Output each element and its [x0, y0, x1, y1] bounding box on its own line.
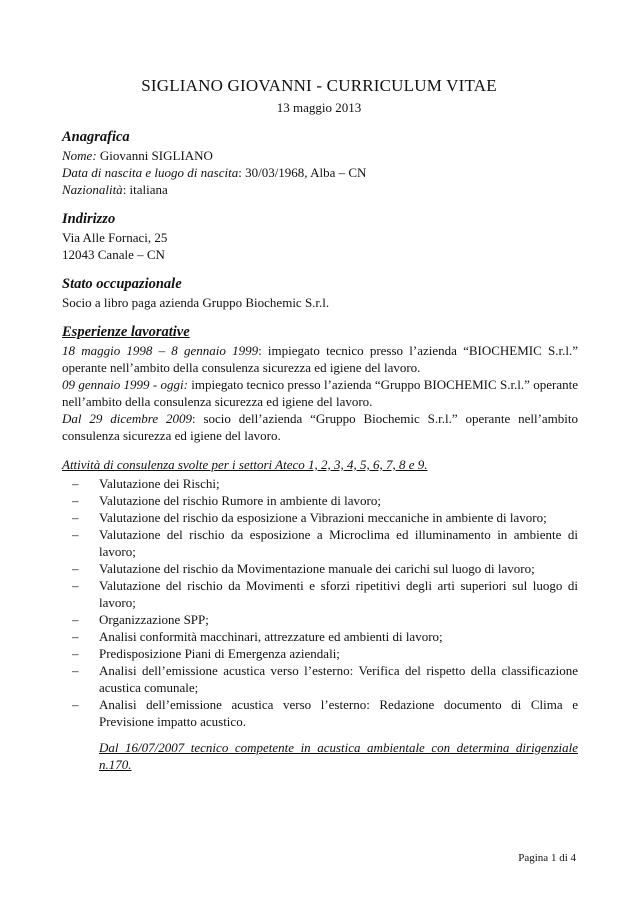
list-item-text: Valutazione del rischio Rumore in ambiente di lavoro;: [99, 493, 381, 508]
nascita-line: [62, 164, 578, 181]
esperienza-period: Dal 29 dicembre 2009: [62, 411, 192, 426]
list-item: [62, 611, 578, 628]
indirizzo-line1: Via Alle Fornaci, 25: [62, 230, 168, 245]
dash-bullet: –: [72, 697, 79, 712]
nazionalita-line: [62, 181, 578, 198]
list-item-text: Analisi dell’emissione acustica verso l’esterno: Redazione documento di Clima e Previsione impatto acustico.: [99, 697, 578, 729]
list-item-text: Organizzazione SPP;: [99, 612, 209, 627]
section-indirizzo: [62, 210, 578, 263]
indirizzo-heading: Indirizzo: [62, 211, 116, 227]
list-item: [62, 560, 578, 577]
dash-bullet: –: [72, 646, 79, 661]
list-item-text: Valutazione del rischio da Movimentazione manuale dei carichi sul luogo di lavoro;: [99, 561, 535, 576]
dash-bullet: –: [72, 663, 79, 678]
section-attivita: [62, 456, 578, 773]
list-item: [62, 475, 578, 492]
nazionalita-label: Nazionalità: [62, 182, 123, 197]
indirizzo-line2: 12043 Canale – CN: [62, 247, 165, 262]
list-item-text: Analisi dell’emissione acustica verso l’esterno: Verifica del rispetto della classificazione acustica comunale;: [99, 663, 578, 695]
list-item: [62, 662, 578, 696]
esperienza-entry: [62, 410, 578, 444]
dash-bullet: –: [72, 629, 79, 644]
list-item-text: Valutazione del rischio da esposizione a Microclima ed illuminamento in ambiente di lavoro;: [99, 527, 578, 559]
page-number: Pagina 1 di 4: [518, 852, 576, 864]
document-body: [62, 128, 578, 773]
anagrafica-heading: Anagrafica: [62, 129, 130, 145]
document-title: SIGLIANO GIOVANNI - CURRICULUM VITAE: [141, 76, 497, 95]
list-item-text: Valutazione del rischio da Movimenti e sforzi ripetitivi degli arti superiori sul luogo di lavoro;: [99, 578, 578, 610]
dash-bullet: –: [72, 612, 79, 627]
dash-bullet: –: [72, 510, 79, 525]
attivita-heading: Attività di consulenza svolte per i settori Ateco 1, 2, 3, 4, 5, 6, 7, 8 e 9.: [62, 457, 428, 472]
list-item-text: Analisi conformità macchinari, attrezzature ed ambienti di lavoro;: [99, 629, 443, 644]
esperienza-text: : impiegato tecnico presso l’azienda “BIOCHEMIC S.r.l.” operante nell’ambito della consulenza sicurezza ed igiene del lavoro.: [62, 343, 578, 375]
esperienza-period: 09 gennaio 1999 - oggi:: [62, 377, 188, 392]
list-item: [62, 526, 578, 560]
dash-bullet: –: [72, 493, 79, 508]
attivita-list: [62, 475, 578, 730]
list-item: [62, 492, 578, 509]
list-item-text: Valutazione del rischio da esposizione a Vibrazioni meccaniche in ambiente di lavoro;: [99, 510, 547, 525]
acustica-note: Dal 16/07/2007 tecnico competente in acustica ambientale con determina dirigenziale n.170.: [99, 740, 578, 772]
esperienza-entry: [62, 376, 578, 410]
dash-bullet: –: [72, 561, 79, 576]
esperienza-text: : socio dell’azienda “Gruppo Biochemic S.r.l.” operante nell’ambito consulenza sicurezza ed igiene del lavoro.: [62, 411, 578, 443]
esperienze-heading: Esperienze lavorative: [62, 324, 190, 340]
dash-bullet: –: [72, 476, 79, 491]
esperienza-period: 18 maggio 1998 – 8 gennaio 1999: [62, 343, 259, 358]
esperienza-text: impiegato tecnico presso l’azienda “Gruppo BIOCHEMIC S.r.l.” operante nell’ambito della consulenza sicurezza ed igiene del lavoro.: [62, 377, 579, 409]
list-item: [62, 509, 578, 526]
nazionalita-value: : italiana: [122, 182, 168, 197]
nome-value: Giovanni SIGLIANO: [96, 148, 213, 163]
stato-heading: Stato occupazionale: [62, 276, 182, 292]
list-item: [62, 628, 578, 645]
stato-text: Socio a libro paga azienda Gruppo Biochemic S.r.l.: [62, 295, 330, 310]
list-item: [62, 696, 578, 730]
document-date: 13 maggio 2013: [276, 100, 362, 115]
section-esperienze: [62, 323, 578, 444]
list-item-text: Predisposizione Piani di Emergenza aziendali;: [99, 646, 340, 661]
dash-bullet: –: [72, 578, 79, 593]
list-item: [62, 577, 578, 611]
list-item: [62, 645, 578, 662]
esperienza-entry: [62, 342, 578, 376]
section-stato: [62, 275, 578, 311]
dash-bullet: –: [72, 527, 79, 542]
nome-label: Nome:: [62, 148, 97, 163]
nascita-value: : 30/03/1968, Alba – CN: [238, 165, 367, 180]
list-item-text: Valutazione dei Rischi;: [99, 476, 220, 491]
nome-line: [62, 147, 578, 164]
section-anagrafica: [62, 128, 578, 198]
nascita-label: Data di nascita e luogo di nascita: [62, 165, 239, 180]
